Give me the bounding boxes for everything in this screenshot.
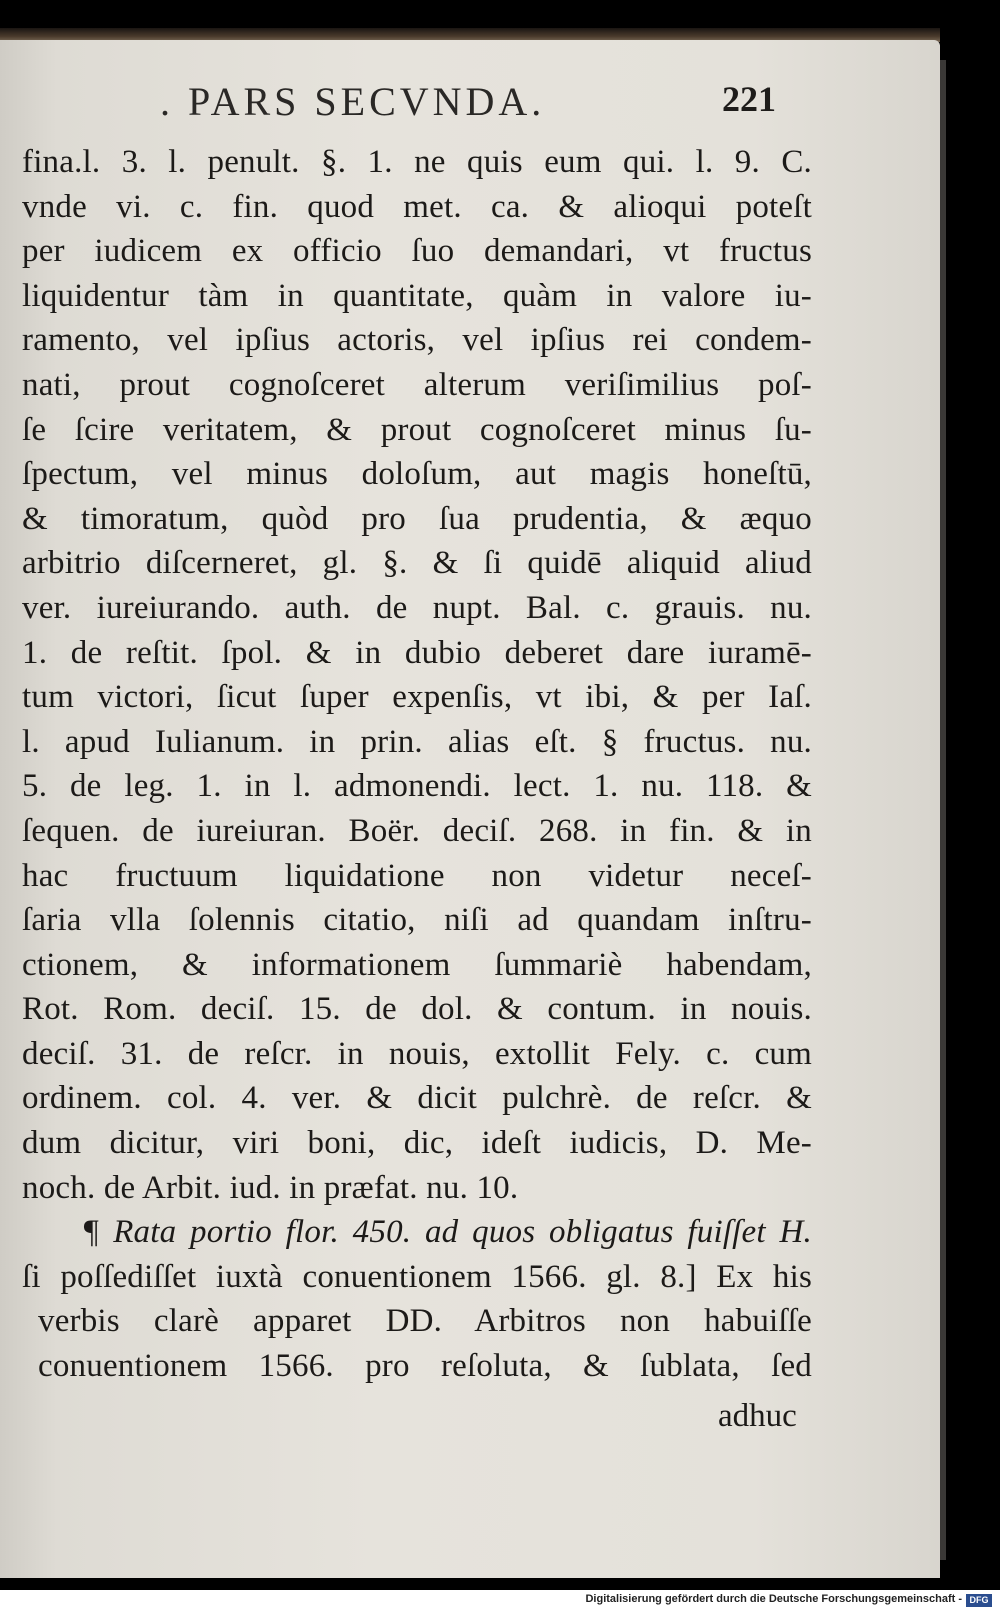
catchword: adhuc	[718, 1398, 797, 1434]
text-line: ordinem. col. 4. ver. & dicit pulchrè. de reſcr. &	[22, 1080, 812, 1117]
text-line: 1. de reſtit. ſpol. & in dubio deberet dare iuramē-	[22, 634, 812, 671]
text-line: vnde vi. c. fin. quod met. ca. & alioqui poteſt	[22, 188, 812, 225]
text-line: tum victori, ſicut ſuper expenſis, vt ibi, & per Iaſ.	[22, 679, 812, 716]
text-line: liquidentur tàm in quantitate, quàm in valore iu-	[22, 277, 812, 314]
text-line: arbitrio diſcerneret, gl. §. & ſi quidē aliquid aliud	[22, 545, 812, 582]
text-line: ver. iureiurando. auth. de nupt. Bal. c. grauis. nu.	[22, 589, 812, 626]
text-line: l. apud Iulianum. in prin. alias eſt. § fructus. nu.	[22, 723, 812, 760]
text-line: fina.l. 3. l. penult. §. 1. ne quis eum qui. l. 9. C.	[22, 144, 812, 180]
text-line: verbis clarè apparet DD. Arbitros non habuiſſe	[38, 1303, 812, 1340]
page-edge	[940, 60, 946, 1560]
text-line: & timoratum, quòd pro ſua prudentia, & æquo	[22, 500, 812, 537]
text-line: ſpectum, vel minus doloſum, aut magis honeſtū,	[22, 456, 812, 493]
text-line: ſequen. de iureiuran. Boër. deciſ. 268. in fin. & in	[22, 812, 812, 849]
footer-bar	[0, 1590, 1000, 1613]
text-line: ctionem, & informationem ſummariè habendam,	[22, 946, 812, 983]
dfg-logo-icon: DFG	[966, 1594, 992, 1607]
text-line: ramento, vel ipſius actoris, vel ipſius rei condem-	[22, 322, 812, 359]
text-line: nati, prout cognoſceret alterum veriſimilius poſ-	[22, 366, 812, 403]
paragraph-lemma-line: ¶ Rata portio flor. 450. ad quos obligatus fuiſſet H.	[82, 1214, 812, 1251]
text-line: ſe ſcire veritatem, & prout cognoſceret minus ſu-	[22, 411, 812, 448]
text-line: deciſ. 31. de reſcr. in nouis, extollit Fely. c. cum	[22, 1035, 812, 1072]
text-line: hac fructuum liquidatione non videtur neceſ-	[22, 857, 812, 894]
text-line: dum dicitur, viri boni, dic, ideſt iudicis, D. Me-	[22, 1125, 812, 1162]
text-line: Rot. Rom. deciſ. 15. de dol. & contum. in nouis.	[22, 991, 812, 1028]
page-number: 221	[722, 79, 776, 119]
body-text	[22, 140, 812, 1389]
text-line: conuentionem 1566. pro reſoluta, & ſublata, ſed	[38, 1348, 812, 1385]
text-line: ſi poſſediſſet iuxtà conuentionem 1566. gl. 8.] Ex his	[22, 1258, 812, 1295]
text-line: ſaria vlla ſolennis citatio, niſi ad quandam inſtru-	[22, 902, 812, 939]
text-line: per iudicem ex officio ſuo demandari, vt fructus	[22, 233, 812, 270]
text-line: noch. de Arbit. iud. in præfat. nu. 10.	[22, 1169, 519, 1206]
page-header	[0, 78, 940, 124]
text-line: 5. de leg. 1. in l. admonendi. lect. 1. nu. 118. &	[22, 768, 812, 805]
funding-credit: Digitalisierung gefördert durch die Deutsche Forschungsgemeinschaft -	[585, 1593, 962, 1605]
running-head: . PARS SECVNDA.	[160, 79, 546, 124]
